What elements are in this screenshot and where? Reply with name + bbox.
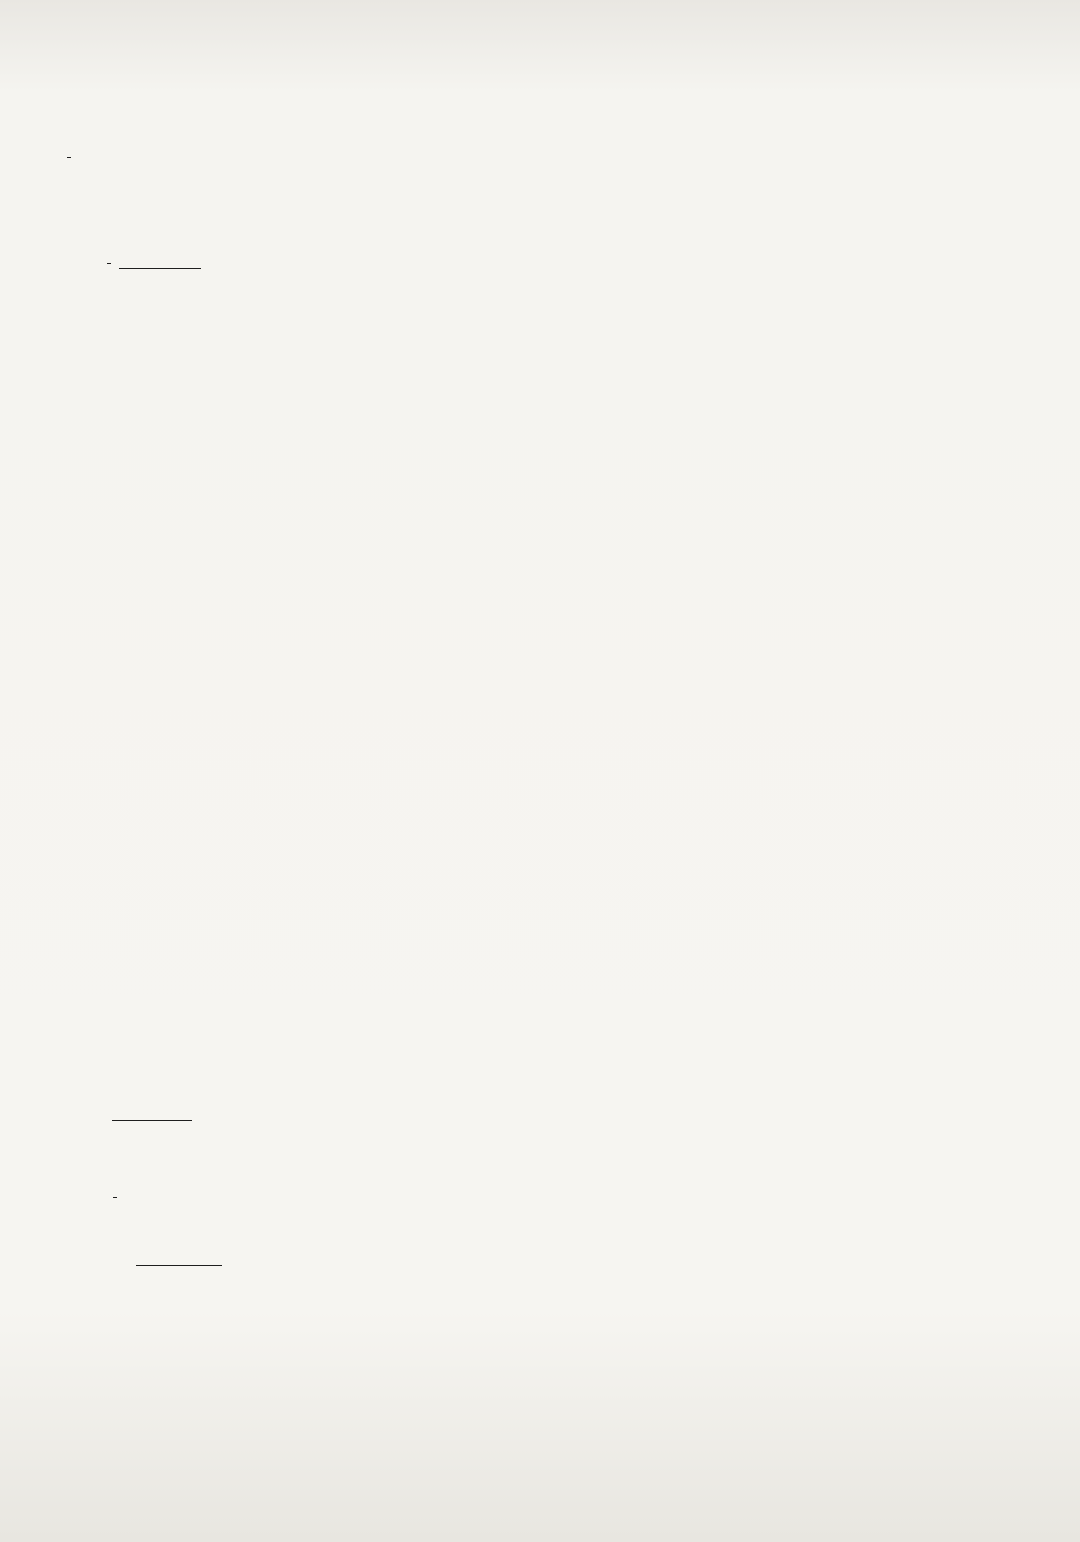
coordinate-grid[interactable] [276, 593, 756, 1053]
q2-answer-blank[interactable] [136, 1244, 222, 1266]
part1-fraction [107, 263, 111, 264]
q1-answer-blank[interactable] [112, 1099, 192, 1121]
part4-q2-line2 [136, 1244, 222, 1273]
part1-line [106, 247, 201, 276]
question-intro-line1 [66, 143, 72, 170]
part4-q1-line1 [112, 1099, 192, 1128]
part1-answer-blank[interactable] [119, 247, 201, 269]
q2-fraction [113, 1197, 117, 1198]
half-fraction [67, 157, 71, 158]
part4-q2-line1 [112, 1183, 118, 1210]
